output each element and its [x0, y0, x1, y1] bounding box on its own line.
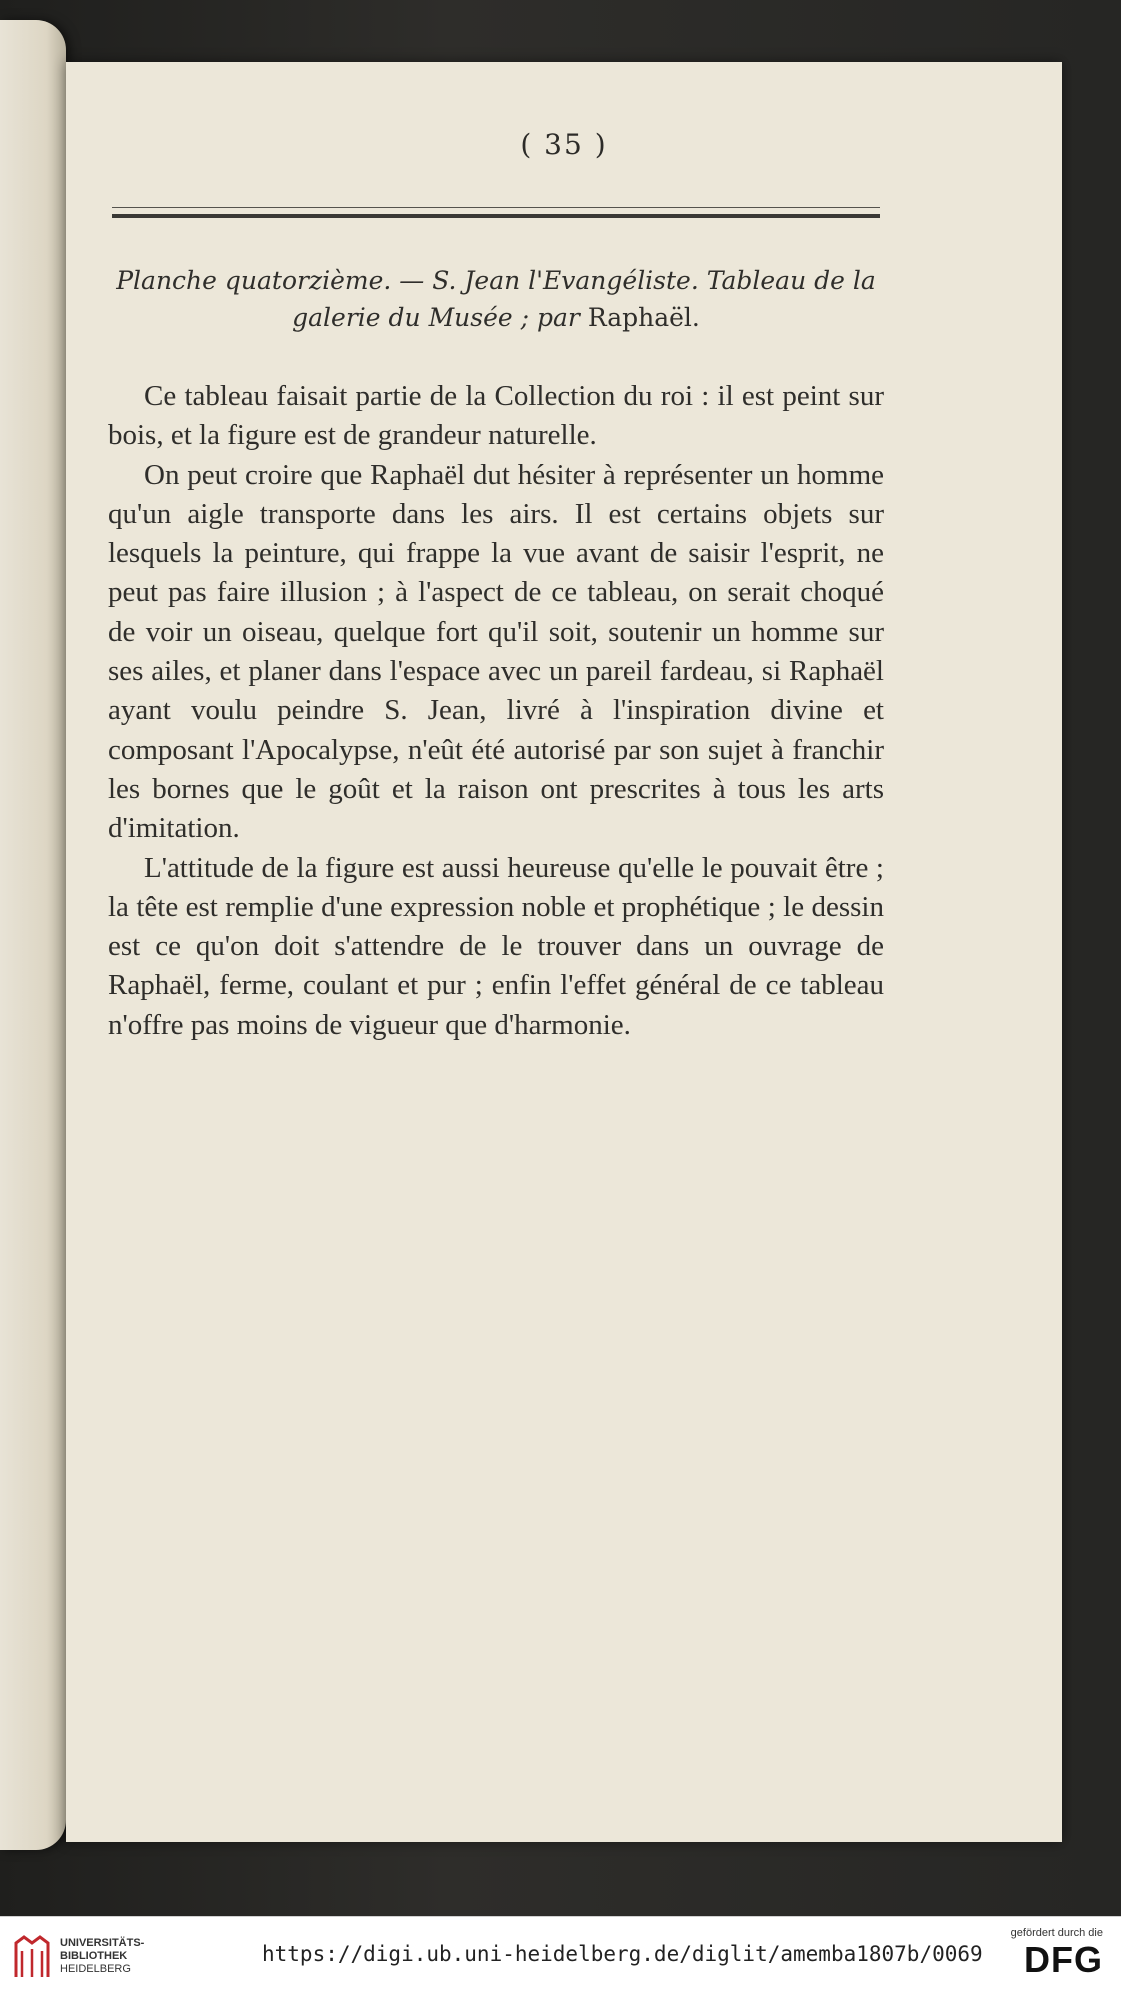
- funder-caption: gefördert durch die: [1010, 1927, 1103, 1939]
- page-number: ( 35 ): [520, 128, 608, 161]
- header-rule-thick: [112, 214, 880, 218]
- plate-heading: [112, 262, 880, 336]
- library-name: UNIVERSITÄTS- BIBLIOTHEK HEIDELBERG: [60, 1937, 145, 1975]
- library-logo-icon[interactable]: [12, 1933, 52, 1981]
- heading-title: Planche quatorzième. — S. Jean l'Evangéliste. Tableau de la galerie du Musée ; par: [116, 266, 876, 332]
- heading-artist: Raphaël.: [587, 303, 700, 332]
- funder-block: [1011, 1927, 1103, 1979]
- header-rule-thin: [112, 207, 880, 208]
- dfg-logo[interactable]: DFG: [1024, 1939, 1103, 1980]
- page-url-link[interactable]: https://digi.ub.uni-heidelberg.de/diglit/amemba1807b/0069: [262, 1942, 983, 1966]
- body-text: [108, 377, 884, 1045]
- paragraph: Ce tableau faisait partie de la Collection du roi : il est peint sur bois, et la figure est de grandeur naturelle.: [108, 380, 884, 452]
- book-page: [66, 62, 1062, 1842]
- facing-plate-edge: [0, 20, 66, 1850]
- paragraph: On peut croire que Raphaël dut hésiter à représenter un homme qu'un aigle transporte dans les airs. Il est certains objets sur lesquels la peinture, qui frappe la vue avant de saisir l'esprit, ne peut pas faire illusion ; à l'aspect de ce tableau, on serait choqué de voir un oiseau, quelque fort qu'il soit, soutenir un homme sur ses ailes, et planer dans l'espace avec un pareil fardeau, si Raphaël ayant voulu peindre S. Jean, livré à l'inspiration divine et composant l'Apocalypse, n'eût été autorisé par son sujet à franchir les bornes que le goût et la raison ont prescrites à tous les arts d'imitation.: [108, 458, 884, 845]
- viewer-footer: [0, 1916, 1121, 1997]
- paragraph: L'attitude de la figure est aussi heureuse qu'elle le pouvait être ; la tête est remplie d'une expression noble et prophétique ; le dessin est ce qu'on doit s'attendre de le trouver dans un ouvrage de Raphaël, ferme, coulant et pur ; enfin l'effet général de ce tableau n'offre pas moins de vigueur que d'harmonie.: [108, 851, 884, 1041]
